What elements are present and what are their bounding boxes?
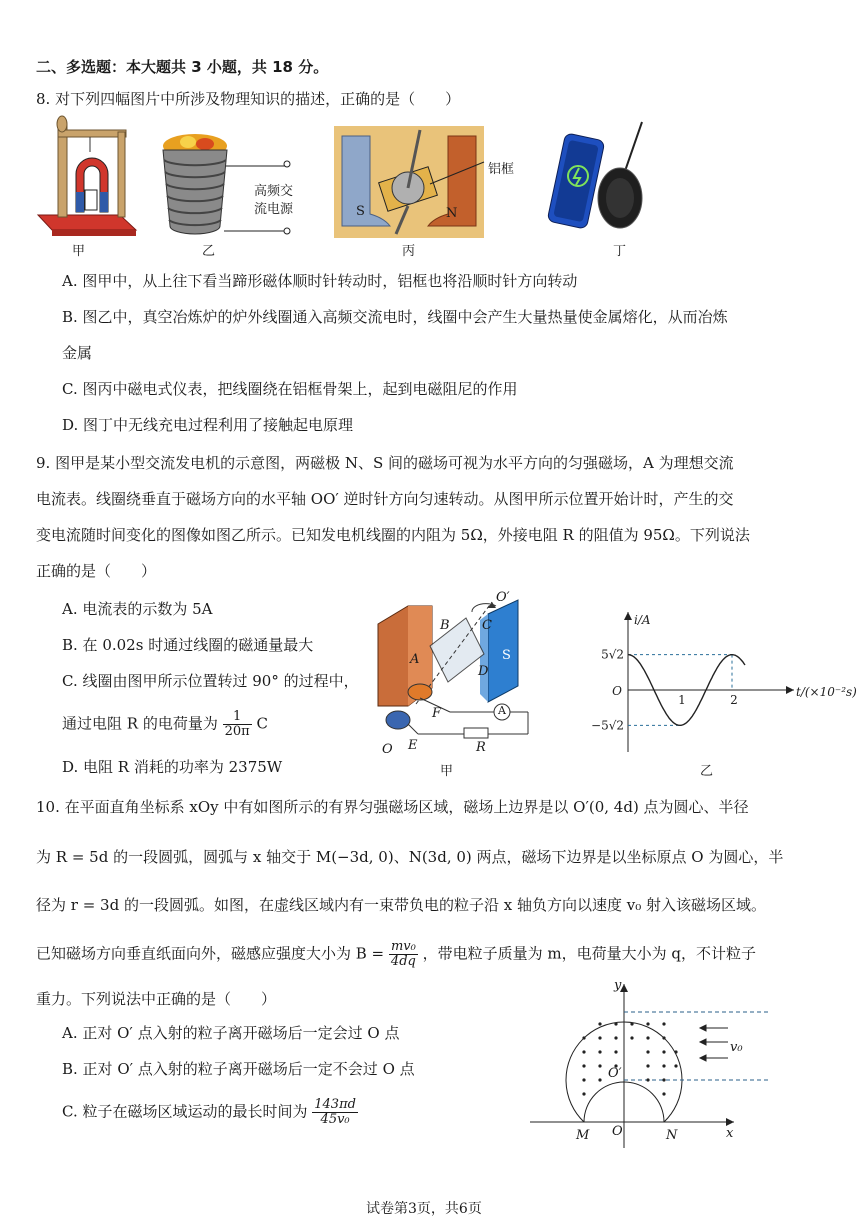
- q10-b-numerator: mv₀: [389, 940, 418, 955]
- q10-fig-label-n: N: [666, 1128, 678, 1143]
- q10-b-fraction: [389, 940, 418, 969]
- q8-option-c: C. 图丙中磁电式仪表，把线圈绕在铝框骨架上，起到电磁阻尼的作用: [62, 380, 518, 398]
- q10-stem-line-5: 重力。下列说法中正确的是（ ）: [36, 990, 277, 1008]
- q8-fig-bing-s: S: [356, 204, 365, 219]
- q9-fig-label-e: E: [408, 738, 418, 753]
- q9-fig-label-d: D: [478, 664, 489, 679]
- q9-stem-line-4: 正确的是（ ）: [36, 562, 157, 580]
- q8-fig-label-ding: 丁: [613, 244, 627, 259]
- q9-option-c: C. 线圈由图甲所示位置转过 90° 的过程中，: [62, 672, 359, 690]
- q10-stem-line-4-b: ，带电粒子质量为 m，电荷量大小为 q，不计粒子: [422, 944, 756, 963]
- q8-fig-yi-text-2: 流电源: [254, 202, 294, 217]
- q9-option-c-cont: [62, 710, 268, 739]
- q8-fig-label-jia: 甲: [72, 244, 86, 259]
- chart-y-tick-bottom: −5√2: [591, 718, 624, 733]
- q9-stem-line-3: 变电流随时间变化的图像如图乙所示。已知发电机线圈的内阻为 5Ω，外接电阻 R 的阻值为 95Ω。下列说法: [36, 526, 750, 544]
- q9-fig-label-b: B: [440, 618, 450, 633]
- q8-fig-label-yi: 乙: [202, 244, 216, 259]
- q10-option-c-denominator: 45v₀: [320, 1112, 350, 1127]
- q9-fig-label-o: O: [382, 742, 393, 757]
- chart-y-arrow: [624, 612, 632, 620]
- q8-fig-label-bing: 丙: [402, 244, 416, 259]
- q10-stem-line-4: [36, 940, 756, 969]
- q9-option-c-denominator: 20π: [224, 724, 250, 739]
- q8-figure-bing: [334, 126, 484, 238]
- q10-fig-label-o-prime: O′: [608, 1066, 622, 1081]
- q10-option-a: A. 正对 O′ 点入射的粒子离开磁场后一定会过 O 点: [62, 1024, 400, 1042]
- q10-fig-label-v0: v₀: [730, 1040, 743, 1055]
- q9-option-c-text: 通过电阻 R 的电荷量为: [62, 714, 218, 733]
- q9-option-d: D. 电阻 R 消耗的功率为 2375W: [62, 758, 283, 776]
- q9-fig-label-f: F: [432, 706, 442, 721]
- q10-option-c-text: C. 粒子在磁场区域运动的最长时间为: [62, 1102, 308, 1121]
- chart-x-tick-1: 1: [678, 693, 686, 707]
- q9-option-c-unit: C: [256, 714, 268, 733]
- q8-option-d: D. 图丁中无线充电过程利用了接触起电原理: [62, 416, 354, 434]
- q9-fig-ammeter-label: A: [498, 704, 506, 717]
- chart-y-tick-top: 5√2: [601, 647, 624, 662]
- q9-fig-label-o-prime: O′: [496, 590, 510, 605]
- q10-fig-label-x: x: [726, 1126, 734, 1141]
- q8-figure-ding: [546, 118, 656, 240]
- q8-fig-yi-text-1: 高频交: [254, 184, 294, 199]
- q8-fig-bing-label: 铝框: [488, 162, 515, 177]
- chart-x-arrow: [786, 686, 794, 694]
- section-title: 二、多选题：本大题共 3 小题，共 18 分。: [36, 58, 329, 76]
- q9-fig-caption-jia: 甲: [440, 764, 454, 779]
- q10-fig-label-o: O: [612, 1124, 623, 1139]
- q8-figure-jia: [30, 112, 145, 240]
- q9-fig-label-a: A: [410, 652, 420, 667]
- q10-option-c-numerator: 143πd: [314, 1097, 356, 1112]
- page-footer: 试卷第3页，共6页: [366, 1201, 482, 1217]
- chart-y-tick-origin: O: [612, 684, 622, 698]
- q9-option-b: B. 在 0.02s 时通过线圈的磁通量最大: [62, 636, 314, 654]
- q9-stem-line-2: 电流表。线圈绕垂直于磁场方向的水平轴 OO′ 逆时针方向匀速转动。从图甲所示位置开始计时，产生的交: [36, 490, 734, 508]
- q9-option-c-fraction: [223, 710, 252, 739]
- q9-fig-label-r: R: [476, 740, 486, 755]
- chart-y-label: i/A: [634, 613, 651, 627]
- q9-chart: [591, 606, 857, 758]
- q8-option-b: B. 图乙中，真空冶炼炉的炉外线圈通入高频交流电时，线圈中会产生大量热量使金属熔化，从而冶炼: [62, 308, 728, 326]
- q8-stem: 8. 对下列四幅图片中所涉及物理知识的描述，正确的是（ ）: [36, 90, 461, 108]
- chart-x-tick-2: 2: [730, 693, 738, 707]
- q9-figure-jia: [368, 584, 540, 760]
- q10-fig-label-m: M: [576, 1128, 590, 1143]
- q10-b-denominator: 4dq: [390, 954, 416, 969]
- q10-option-c: [62, 1098, 358, 1127]
- q9-fig-caption-yi: 乙: [700, 764, 714, 779]
- q8-fig-bing-n: N: [446, 206, 458, 221]
- q8-option-b-cont: 金属: [62, 344, 93, 362]
- q10-stem-line-4-a: 已知磁场方向垂直纸面向外，磁感应强度大小为 B =: [36, 944, 385, 963]
- q10-fig-label-y: y: [614, 978, 622, 993]
- q9-fig-label-s: S: [502, 648, 511, 663]
- q10-figure: [524, 980, 794, 1150]
- chart-x-label: t/(×10⁻²s): [796, 685, 857, 699]
- q9-option-a: A. 电流表的示数为 5A: [62, 600, 213, 618]
- field-dots: [582, 1022, 677, 1095]
- q10-stem-line-1: 10. 在平面直角坐标系 xOy 中有如图所示的有界匀强磁场区域，磁场上边界是以 O′(0, 4d) 点为圆心、半径: [36, 798, 749, 816]
- q10-option-c-fraction: [312, 1098, 358, 1127]
- q9-option-c-numerator: 1: [223, 710, 252, 725]
- q10-stem-line-3: 径为 r = 3d 的一段圆弧。如图，在虚线区域内有一束带负电的粒子沿 x 轴负方向以速度 v₀ 射入该磁场区域。: [36, 896, 766, 914]
- q9-fig-label-c: C: [482, 618, 492, 633]
- q10-stem-line-2: 为 R = 5d 的一段圆弧，圆弧与 x 轴交于 M(−3d, 0)、N(3d, 0) 两点，磁场下边界是以坐标原点 O 为圆心，半: [36, 848, 784, 866]
- q9-stem-line-1: 9. 图甲是某小型交流发电机的示意图，两磁极 N、S 间的磁场可视为水平方向的匀强磁场，A 为理想交流: [36, 454, 734, 472]
- q10-option-b: B. 正对 O′ 点入射的粒子离开磁场后一定不会过 O 点: [62, 1060, 415, 1078]
- q8-option-a: A. 图甲中，从上往下看当蹄形磁体顺时针转动时，铝框也将沿顺时针方向转动: [62, 272, 578, 290]
